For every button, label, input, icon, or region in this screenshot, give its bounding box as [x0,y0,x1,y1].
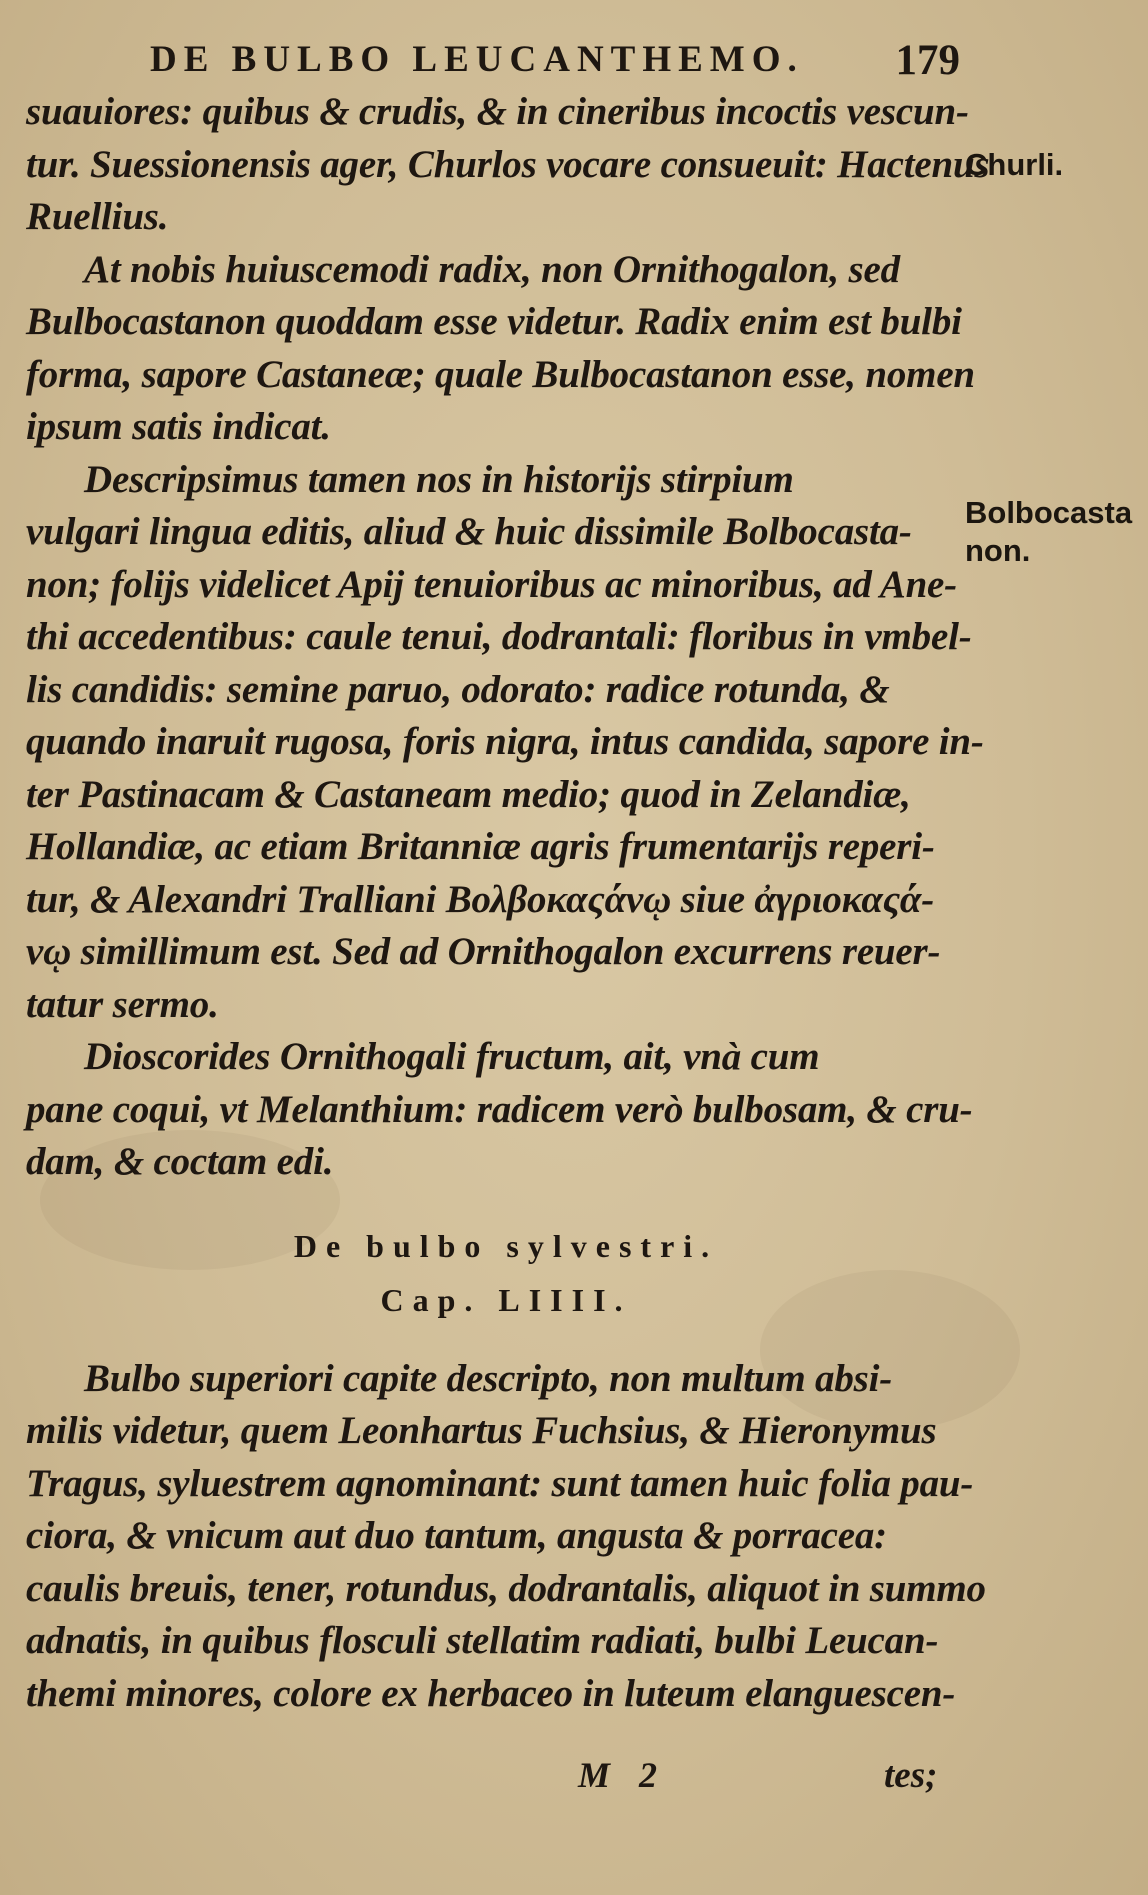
signature-mark: M 2 [578,1755,668,1795]
paragraph-start-line: Dioscorides Ornithogali fructum, ait, vnà cum [84,1035,820,1078]
margin-note-line: Bolbocasta [965,495,1133,530]
page-header [150,38,960,88]
section-gap [26,1327,966,1353]
text-line: suauiores: quibus & crudis, & in cineribus incoctis vescun- [26,90,969,133]
text-line: milis videtur, quem Leonhartus Fuchsius, & Hieronymus [26,1409,937,1452]
text-line: tatur sermo. [26,982,219,1026]
section-gap [26,1189,966,1219]
margin-note-bolbocastanon [965,494,1140,570]
text-line: Hollandiæ, ac etiam Britanniæ agris frumentarijs reperi- [26,825,935,868]
text-line: Tragus, syluestrem agnominant: sunt tamen huic folia pau- [26,1461,974,1505]
catchword: tes; [884,1755,938,1796]
text-line: Ruellius. [26,195,169,238]
text-line: tur, & Alexandri Tralliani Βολβοκαςάνῳ siue ἀγριοκαςά- [26,877,935,921]
chapter-title: De bulbo sylvestri. [293,1227,719,1264]
text-line: pane coqui, vt Melanthium: radicem verò bulbosam, & cru- [26,1087,973,1131]
text-line: tur. Suessionensis ager, Churlos vocare consueuit: Hactenus [26,142,990,186]
page-number: 179 [895,37,960,84]
paragraph-start-line: At nobis huiuscemodi radix, non Ornithogalon, sed [84,247,900,291]
text-line: thi accedentibus: caule tenui, dodrantali: floribus in vmbel- [26,615,972,658]
text-line: adnatis, in quibus flosculi stellatim radiati, bulbi Leucan- [26,1619,939,1662]
chapter-number: Cap. LIIII. [380,1281,632,1318]
text-line: forma, sapore Castaneæ; quale Bulbocastanon esse, nomen [26,352,975,396]
text-line: dam, & coctam edi. [26,1140,334,1183]
margin-note-line: non. [965,533,1031,568]
text-line: caulis breuis, tener, rotundus, dodrantalis, aliquot in summo [26,1566,986,1610]
text-line: Bulbocastanon quoddam esse videtur. Radix enim est bulbi [26,300,962,343]
text-line: quando inaruit rugosa, foris nigra, intus candida, sapore in- [26,720,984,763]
running-head: DE BULBO LEUCANTHEMO. [150,39,804,80]
text-line: νῳ simillimum est. Sed ad Ornithogalon excurrens reuer- [26,930,941,973]
text-line: non; folijs videlicet Apij tenuioribus ac minoribus, ad Ane- [26,562,957,606]
text-line: ciora, & vnicum aut duo tantum, angusta & porracea: [26,1514,887,1557]
text-line: ipsum satis indicat. [26,405,331,448]
margin-note-churli: Churli. [965,147,1064,182]
paragraph-start-line: Bulbo superiori capite descripto, non multum absi- [84,1356,893,1400]
main-text [26,86,990,1720]
text-line: lis candidis: semine paruo, odorato: radice rotunda, & [26,667,890,711]
paragraph-start-line: Descripsimus tamen nos in historijs stirpium [84,457,794,501]
text-line: vulgari lingua editis, aliud & huic dissimile Bolbocasta- [26,510,912,553]
text-line: themi minores, colore ex herbaceo in luteum elanguescen- [26,1671,956,1715]
text-line: ter Pastinacam & Castaneam medio; quod in Zelandiæ, [26,772,911,816]
